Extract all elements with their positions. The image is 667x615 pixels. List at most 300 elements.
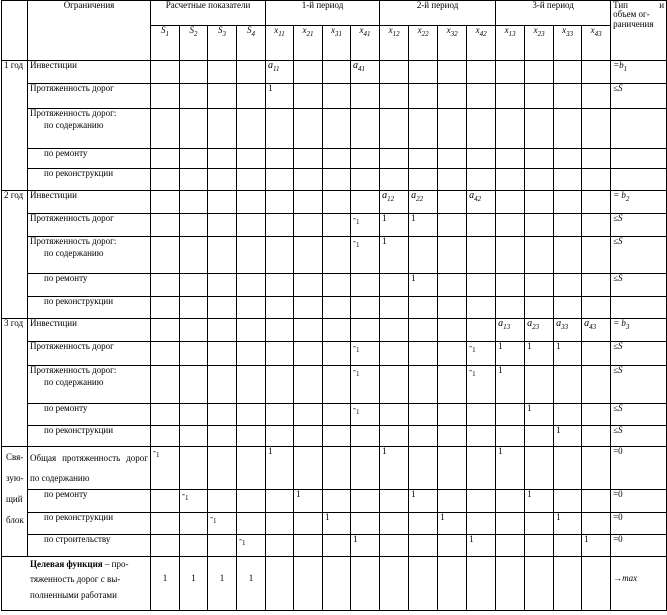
block-label: 2 год [2, 191, 28, 319]
objective-cell-x31 [323, 556, 351, 610]
cell-x12: 1 [380, 447, 409, 490]
cell-s3 [208, 149, 237, 169]
cell-s1 [151, 534, 180, 556]
objective-cell-x33 [554, 556, 582, 610]
constraint-type: ≤S [611, 214, 667, 237]
cell-x32 [438, 149, 467, 169]
cell-x13 [496, 149, 525, 169]
cell-x31: 1 [323, 512, 351, 534]
cell-x11 [266, 109, 294, 149]
constraint-type [611, 169, 667, 191]
cell-s3 [208, 169, 237, 191]
header-var-x33: $x_{33}$ [554, 26, 582, 61]
cell-x31 [323, 404, 351, 426]
cell-x21 [294, 109, 323, 149]
cell-x33: 1 [554, 512, 582, 534]
cell-x22 [409, 109, 438, 149]
row-label: по ремонту [28, 489, 151, 512]
constraint-type: =0 [611, 512, 667, 534]
cell-x33 [554, 534, 582, 556]
cell-x13 [496, 426, 525, 447]
cell-x12: 1 [380, 237, 409, 274]
constraint-type: ≤S [611, 426, 667, 447]
cell-x33: 1 [554, 426, 582, 447]
cell-x31 [323, 534, 351, 556]
cell-x22 [409, 237, 438, 274]
cell-x42 [467, 84, 496, 109]
cell-x11 [266, 169, 294, 191]
constraint-type [611, 109, 667, 149]
cell-s3 [208, 274, 237, 297]
cell-s2 [180, 61, 208, 84]
cell-x12 [380, 319, 409, 342]
cell-s3 [208, 297, 237, 319]
cell-x33 [554, 366, 582, 404]
cell-x42 [467, 109, 496, 149]
cell-s2: $-_1$ [180, 489, 208, 512]
cell-s4 [237, 342, 266, 366]
row-label: Общая протяженность дорог по содержанию [28, 447, 151, 490]
cell-x41 [351, 274, 380, 297]
objective-label: Целевая функция – про-тяженность дорог с вы-полненными работами [2, 556, 151, 610]
cell-x11 [266, 237, 294, 274]
cell-x41: 1 [351, 534, 380, 556]
constraints-table [1, 0, 667, 611]
cell-s3 [208, 366, 237, 404]
cell-x33 [554, 149, 582, 169]
table-row [2, 512, 667, 534]
cell-x41 [351, 149, 380, 169]
header-constraints: Ограничения [28, 1, 151, 61]
cell-x32 [438, 404, 467, 426]
objective-cell-x23 [525, 556, 554, 610]
cell-x11: $a_{11}$ [266, 61, 294, 84]
cell-x13: $a_{13}$ [496, 319, 525, 342]
cell-x23: 1 [525, 342, 554, 366]
cell-x22 [409, 84, 438, 109]
row-label: по ремонту [28, 274, 151, 297]
cell-x23 [525, 149, 554, 169]
cell-x23 [525, 84, 554, 109]
cell-x33 [554, 489, 582, 512]
cell-s2 [180, 109, 208, 149]
cell-x41 [351, 84, 380, 109]
cell-x12 [380, 297, 409, 319]
header-var-x41: $x_{41}$ [351, 26, 380, 61]
cell-x23: 1 [525, 404, 554, 426]
header-var-x13: $x_{13}$ [496, 26, 525, 61]
header-var-x23: $x_{23}$ [525, 26, 554, 61]
objective-cell-s1: 1 [151, 556, 180, 610]
objective-cell-x41 [351, 556, 380, 610]
constraint-type: = $b_2$ [611, 191, 667, 214]
cell-x43: $a_{43}$ [582, 319, 611, 342]
cell-x13 [496, 169, 525, 191]
cell-s1 [151, 237, 180, 274]
cell-s4 [237, 214, 266, 237]
cell-x41 [351, 109, 380, 149]
cell-x13 [496, 404, 525, 426]
cell-x43 [582, 489, 611, 512]
table-row [2, 534, 667, 556]
cell-s2 [180, 214, 208, 237]
cell-x41: $-_1$ [351, 366, 380, 404]
cell-s1 [151, 512, 180, 534]
cell-x42 [467, 297, 496, 319]
header-var-x31: $x_{31}$ [323, 26, 351, 61]
cell-x43 [582, 237, 611, 274]
cell-s3 [208, 84, 237, 109]
cell-x33 [554, 274, 582, 297]
cell-x21 [294, 342, 323, 366]
constraint-type: ≤S [611, 366, 667, 404]
row-label: Инвестиции [28, 319, 151, 342]
cell-x31 [323, 109, 351, 149]
cell-x42: $-_1$ [467, 366, 496, 404]
cell-s4 [237, 149, 266, 169]
cell-x42 [467, 404, 496, 426]
objective-cell-s2: 1 [180, 556, 208, 610]
cell-s3 [208, 489, 237, 512]
block-label: 1 год [2, 61, 28, 191]
cell-x31 [323, 297, 351, 319]
cell-x33 [554, 169, 582, 191]
objective-cell-x42 [467, 556, 496, 610]
cell-x42 [467, 237, 496, 274]
cell-s2 [180, 447, 208, 490]
cell-x11 [266, 149, 294, 169]
cell-x23 [525, 214, 554, 237]
cell-s1 [151, 489, 180, 512]
row-label: по реконструкции [28, 297, 151, 319]
cell-s1 [151, 169, 180, 191]
cell-x13 [496, 534, 525, 556]
table-row [2, 109, 667, 149]
cell-x31 [323, 169, 351, 191]
cell-x13: 1 [496, 342, 525, 366]
cell-x32 [438, 489, 467, 512]
cell-x42 [467, 274, 496, 297]
table-row [2, 342, 667, 366]
cell-x41 [351, 319, 380, 342]
cell-x23 [525, 61, 554, 84]
cell-x23 [525, 447, 554, 490]
cell-s1 [151, 426, 180, 447]
cell-x32 [438, 319, 467, 342]
cell-x41: $-_1$ [351, 237, 380, 274]
constraint-type: ≤S [611, 84, 667, 109]
cell-s2 [180, 274, 208, 297]
cell-x43: 1 [582, 534, 611, 556]
cell-x22 [409, 366, 438, 404]
cell-x41 [351, 191, 380, 214]
row-label: Протяженность дорог: по содержанию [28, 366, 151, 404]
cell-x31 [323, 274, 351, 297]
table-row [2, 404, 667, 426]
cell-x23 [525, 237, 554, 274]
cell-x21 [294, 237, 323, 274]
cell-s3 [208, 109, 237, 149]
row-label: Протяженность дорог [28, 342, 151, 366]
cell-x13 [496, 274, 525, 297]
cell-x12 [380, 274, 409, 297]
cell-x32 [438, 61, 467, 84]
cell-x42 [467, 149, 496, 169]
cell-s3 [208, 61, 237, 84]
row-label: по реконструкции [28, 169, 151, 191]
cell-s4 [237, 61, 266, 84]
cell-s3 [208, 214, 237, 237]
cell-x22: 1 [409, 489, 438, 512]
header-var-s4: $S_4$ [237, 26, 266, 61]
cell-x11 [266, 366, 294, 404]
cell-x11 [266, 319, 294, 342]
cell-x42 [467, 214, 496, 237]
row-label: по ремонту [28, 404, 151, 426]
cell-x33 [554, 109, 582, 149]
cell-x21 [294, 214, 323, 237]
header-period-3: 3-й период [496, 1, 611, 26]
header-var-x42: $x_{42}$ [467, 26, 496, 61]
constraint-type: $=b_1$ [611, 61, 667, 84]
cell-x31 [323, 237, 351, 274]
cell-x21: 1 [294, 489, 323, 512]
cell-x12 [380, 534, 409, 556]
cell-x13 [496, 61, 525, 84]
cell-x43 [582, 342, 611, 366]
constraint-type: ≤S [611, 237, 667, 274]
row-label: Протяженность дорог [28, 84, 151, 109]
cell-x23 [525, 191, 554, 214]
cell-x43 [582, 426, 611, 447]
cell-x32: 1 [438, 512, 467, 534]
header-var-s1: $S_1$ [151, 26, 180, 61]
cell-x31 [323, 319, 351, 342]
cell-x43 [582, 149, 611, 169]
cell-x23 [525, 512, 554, 534]
table-row [2, 149, 667, 169]
cell-x33 [554, 297, 582, 319]
cell-x32 [438, 447, 467, 490]
header-var-x11: $x_{11}$ [266, 26, 294, 61]
cell-s4 [237, 274, 266, 297]
cell-s4 [237, 404, 266, 426]
cell-s4 [237, 366, 266, 404]
cell-s1 [151, 149, 180, 169]
cell-x21 [294, 319, 323, 342]
cell-s1 [151, 274, 180, 297]
cell-x11 [266, 214, 294, 237]
cell-x42 [467, 512, 496, 534]
row-label: Инвестиции [28, 61, 151, 84]
cell-s4 [237, 426, 266, 447]
header-var-x12: $x_{12}$ [380, 26, 409, 61]
cell-x32 [438, 366, 467, 404]
cell-s1 [151, 342, 180, 366]
cell-x13 [496, 297, 525, 319]
cell-s4 [237, 109, 266, 149]
cell-s3 [208, 191, 237, 214]
constraint-type: =0 [611, 489, 667, 512]
cell-x32 [438, 169, 467, 191]
cell-x11 [266, 426, 294, 447]
cell-s1 [151, 191, 180, 214]
cell-x31 [323, 61, 351, 84]
cell-x22 [409, 169, 438, 191]
cell-x21 [294, 512, 323, 534]
cell-x43 [582, 366, 611, 404]
cell-s1 [151, 61, 180, 84]
cell-s1 [151, 84, 180, 109]
cell-s3 [208, 426, 237, 447]
cell-x22 [409, 61, 438, 84]
table-row [2, 319, 667, 342]
cell-x33 [554, 191, 582, 214]
cell-x32 [438, 274, 467, 297]
cell-x32 [438, 237, 467, 274]
cell-s2 [180, 319, 208, 342]
table-row [2, 61, 667, 84]
cell-x43 [582, 447, 611, 490]
cell-x41 [351, 297, 380, 319]
cell-x31 [323, 447, 351, 490]
cell-s4 [237, 489, 266, 512]
cell-x42: $-_1$ [467, 342, 496, 366]
cell-x12 [380, 61, 409, 84]
cell-x31 [323, 84, 351, 109]
cell-x32 [438, 84, 467, 109]
cell-s4 [237, 237, 266, 274]
header-var-x32: $x_{32}$ [438, 26, 467, 61]
header-period-1: 1-й период [266, 1, 380, 26]
cell-x13 [496, 512, 525, 534]
cell-s1 [151, 109, 180, 149]
cell-x23 [525, 297, 554, 319]
cell-x21 [294, 169, 323, 191]
cell-x42 [467, 169, 496, 191]
cell-x12 [380, 404, 409, 426]
cell-s1 [151, 214, 180, 237]
cell-s2 [180, 149, 208, 169]
cell-s4 [237, 319, 266, 342]
cell-x31 [323, 214, 351, 237]
table-row [2, 84, 667, 109]
cell-s2 [180, 169, 208, 191]
row-label: по реконструкции [28, 512, 151, 534]
constraint-type: ≤S [611, 404, 667, 426]
cell-x22 [409, 512, 438, 534]
cell-x12 [380, 149, 409, 169]
cell-x31 [323, 426, 351, 447]
cell-x22 [409, 149, 438, 169]
cell-x21 [294, 84, 323, 109]
cell-x12 [380, 342, 409, 366]
cell-s3 [208, 342, 237, 366]
cell-x12: 1 [380, 214, 409, 237]
cell-x22 [409, 447, 438, 490]
table-row [2, 366, 667, 404]
cell-x12 [380, 489, 409, 512]
cell-x43 [582, 512, 611, 534]
cell-x11 [266, 342, 294, 366]
cell-x23 [525, 534, 554, 556]
cell-x41 [351, 489, 380, 512]
cell-x11 [266, 534, 294, 556]
constraint-type: ≤S [611, 274, 667, 297]
cell-x43 [582, 109, 611, 149]
cell-x21 [294, 404, 323, 426]
constraint-type: = $b_3$ [611, 319, 667, 342]
cell-x12 [380, 169, 409, 191]
cell-x42 [467, 319, 496, 342]
cell-x43 [582, 84, 611, 109]
cell-x43 [582, 61, 611, 84]
row-label: по ремонту [28, 149, 151, 169]
header-var-s2: $S_2$ [180, 26, 208, 61]
cell-x42 [467, 489, 496, 512]
cell-x13: 1 [496, 366, 525, 404]
cell-s3 [208, 404, 237, 426]
cell-s3 [208, 447, 237, 490]
constraint-type [611, 297, 667, 319]
cell-x23 [525, 426, 554, 447]
cell-x41: $-_1$ [351, 214, 380, 237]
table-row [2, 447, 667, 490]
cell-x42 [467, 61, 496, 84]
cell-x31 [323, 366, 351, 404]
cell-x12 [380, 426, 409, 447]
cell-x11 [266, 512, 294, 534]
cell-x23 [525, 366, 554, 404]
objective-cell-x43 [582, 556, 611, 610]
cell-x41: $-_1$ [351, 404, 380, 426]
block-label: 3 год [2, 319, 28, 447]
cell-x32 [438, 342, 467, 366]
cell-x13 [496, 489, 525, 512]
cell-x32 [438, 426, 467, 447]
cell-s2 [180, 426, 208, 447]
cell-x21 [294, 447, 323, 490]
cell-x23: $a_{23}$ [525, 319, 554, 342]
cell-x23 [525, 109, 554, 149]
cell-s2 [180, 237, 208, 274]
cell-x13 [496, 84, 525, 109]
cell-s2 [180, 366, 208, 404]
objective-cell-x12 [380, 556, 409, 610]
cell-x12 [380, 84, 409, 109]
cell-x21 [294, 366, 323, 404]
cell-x22 [409, 342, 438, 366]
cell-x13: 1 [496, 447, 525, 490]
cell-x32 [438, 534, 467, 556]
cell-x21 [294, 426, 323, 447]
cell-x31 [323, 489, 351, 512]
cell-x33 [554, 214, 582, 237]
cell-x21 [294, 274, 323, 297]
objective-cell-x32 [438, 556, 467, 610]
constraint-type: =0 [611, 534, 667, 556]
cell-x41 [351, 169, 380, 191]
cell-x13 [496, 214, 525, 237]
cell-s1 [151, 297, 180, 319]
cell-s2 [180, 297, 208, 319]
table-row [2, 274, 667, 297]
table-row [2, 214, 667, 237]
table-row [2, 489, 667, 512]
cell-x41: $-_1$ [351, 342, 380, 366]
row-label: по строительству [28, 534, 151, 556]
cell-s1: $-_1$ [151, 447, 180, 490]
